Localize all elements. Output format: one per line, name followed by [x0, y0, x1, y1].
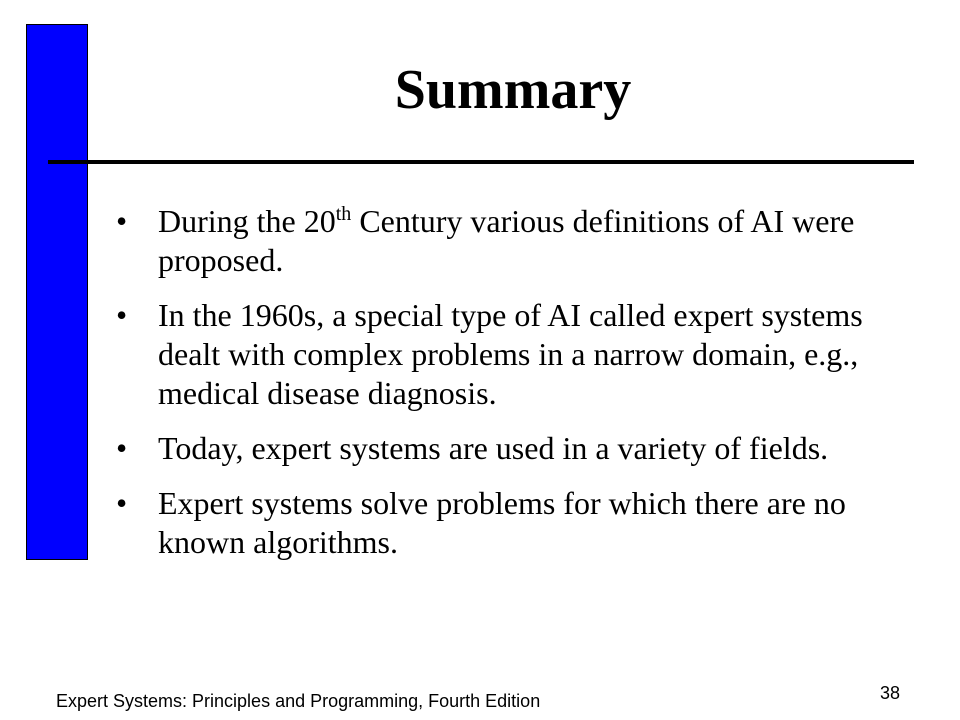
- bullet-dot-icon: •: [116, 430, 128, 466]
- bullet-dot-icon: •: [116, 297, 128, 333]
- bullet-item-algorithms: [116, 484, 906, 562]
- bullet-text-part: Century various definitions of AI were proposed.: [158, 203, 855, 278]
- bullet-item-definitions: [116, 202, 906, 280]
- bullet-item-today: [116, 429, 906, 468]
- bullet-dot-icon: •: [116, 485, 128, 521]
- bullet-list: [116, 202, 906, 578]
- blue-accent-bar: [26, 24, 88, 560]
- bullet-dot-icon: •: [116, 203, 128, 239]
- bullet-text: Expert systems solve problems for which there are no known algorithms.: [158, 485, 846, 560]
- slide-title: Summary: [394, 59, 632, 121]
- bullet-text: In the 1960s, a special type of AI called expert systems dealt with complex problems in a narrow domain, e.g., medical disease diagnosis.: [158, 297, 863, 411]
- bullet-item-1960s: [116, 296, 906, 413]
- title-underline: [48, 160, 914, 164]
- page-number: 38: [880, 683, 901, 703]
- bullet-text: Today, expert systems are used in a variety of fields.: [158, 430, 829, 466]
- ordinal-superscript: th: [335, 203, 352, 225]
- footer-book-title: Expert Systems: Principles and Programming, Fourth Edition: [56, 691, 541, 711]
- bullet-text-part: During the 20: [158, 203, 336, 239]
